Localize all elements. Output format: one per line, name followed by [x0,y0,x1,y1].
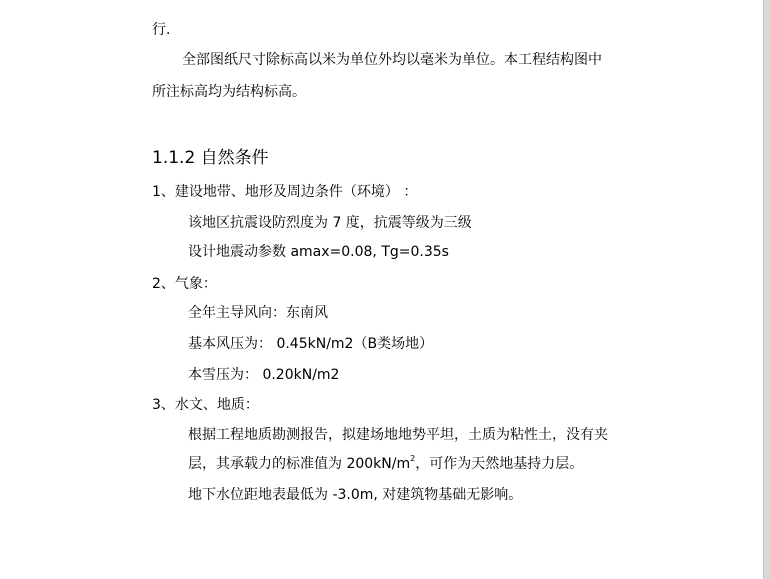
superscript-squared: 2 [410,454,416,463]
item-2-wind-direction: 全年主导风向：东南风 [188,305,328,321]
bearing-capacity-text: 层，其承载力的标准值为 200kN/m [188,456,411,472]
item-3-groundwater: 地下水位距地表最低为 -3.0m, 对建筑物基础无影响。 [188,487,523,503]
text-line-continuation: 行. [152,22,171,38]
item-3-title: 3、水文、地质： [152,397,259,413]
item-2-snow-pressure: 本雪压为： 0.20kN/m2 [188,367,340,383]
item-2-wind-pressure: 基本风压为： 0.45kN/m2（B类场地） [188,336,434,352]
section-heading: 1.1.2 自然条件 [152,148,269,168]
bearing-capacity-tail: ，可作为天然地基持力层。 [415,456,584,472]
text-line-structural-elevation: 所注标高均为结构标高。 [152,84,306,100]
item-3-bearing-capacity [188,455,583,473]
text-line-dimension-units: 全部图纸尺寸除标高以米为单位外均以毫米为单位。本工程结构图中 [182,52,602,68]
page-edge [763,0,770,579]
item-1-seismic-intensity: 该地区抗震设防烈度为 7 度，抗震等级为三级 [188,215,472,231]
item-1-title: 1、建设地带、地形及周边条件（环境） ： [152,184,418,200]
item-3-geology-report: 根据工程地质勘测报告，拟建场地地势平坦，土质为粘性土，没有夹 [188,427,608,443]
item-2-title: 2、气象： [152,276,217,292]
item-1-seismic-params: 设计地震动参数 amax=0.08, Tg=0.35s [188,244,449,260]
